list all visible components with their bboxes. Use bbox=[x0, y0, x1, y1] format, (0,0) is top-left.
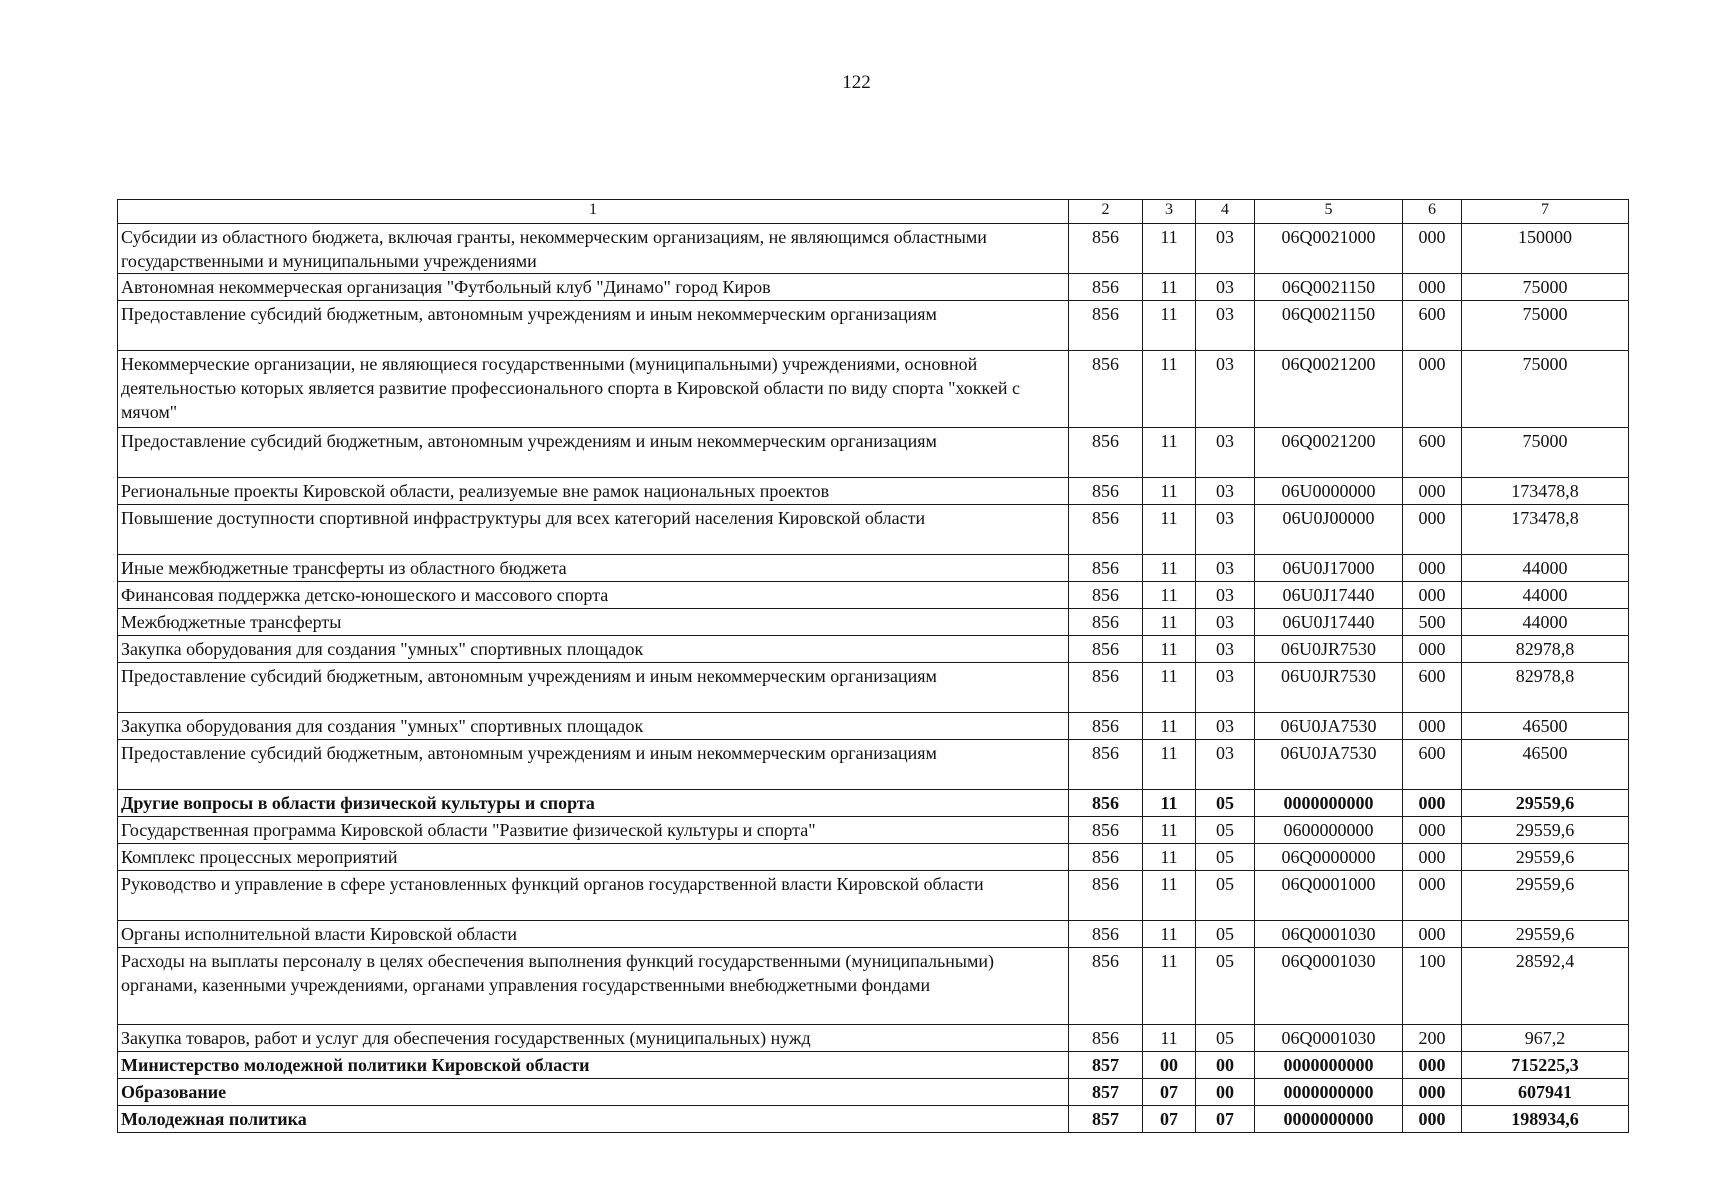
cell-subsection: 05 bbox=[1196, 844, 1255, 871]
cell-section-code: 856 bbox=[1069, 301, 1143, 351]
cell-amount: 173478,8 bbox=[1462, 478, 1629, 505]
cell-name: Руководство и управление в сфере установленных функций органов государственной власти Кировской области bbox=[118, 871, 1069, 921]
cell-section-code: 856 bbox=[1069, 844, 1143, 871]
cell-amount: 44000 bbox=[1462, 582, 1629, 609]
cell-subsection: 03 bbox=[1196, 428, 1255, 478]
cell-expense-type: 000 bbox=[1403, 224, 1462, 274]
cell-expense-type: 000 bbox=[1403, 478, 1462, 505]
cell-amount: 44000 bbox=[1462, 609, 1629, 636]
cell-section-code: 856 bbox=[1069, 505, 1143, 555]
column-header-1: 1 bbox=[118, 200, 1069, 224]
cell-name: Расходы на выплаты персоналу в целях обеспечения выполнения функций государственными (муниципальными) органами, казенными учреждениями, органами управления государственными внебюджетными фондами bbox=[118, 948, 1069, 1025]
cell-subsection: 03 bbox=[1196, 224, 1255, 274]
cell-subsection: 07 bbox=[1196, 1106, 1255, 1133]
cell-expense-type: 100 bbox=[1403, 948, 1462, 1025]
cell-name: Межбюджетные трансферты bbox=[118, 609, 1069, 636]
cell-amount: 173478,8 bbox=[1462, 505, 1629, 555]
cell-subsection: 03 bbox=[1196, 555, 1255, 582]
column-header-4: 4 bbox=[1196, 200, 1255, 224]
cell-expense-type: 600 bbox=[1403, 301, 1462, 351]
column-header-6: 6 bbox=[1403, 200, 1462, 224]
budget-table bbox=[117, 199, 1629, 1133]
cell-name: Министерство молодежной политики Кировской области bbox=[118, 1052, 1069, 1079]
cell-name: Комплекс процессных мероприятий bbox=[118, 844, 1069, 871]
column-header-5: 5 bbox=[1255, 200, 1403, 224]
cell-section-code: 856 bbox=[1069, 790, 1143, 817]
cell-chapter: 11 bbox=[1143, 582, 1196, 609]
cell-name: Иные межбюджетные трансферты из областного бюджета bbox=[118, 555, 1069, 582]
cell-expense-type: 000 bbox=[1403, 871, 1462, 921]
column-number-row bbox=[118, 200, 1629, 224]
cell-section-code: 856 bbox=[1069, 609, 1143, 636]
cell-amount: 28592,4 bbox=[1462, 948, 1629, 1025]
cell-section-code: 856 bbox=[1069, 428, 1143, 478]
cell-subsection: 03 bbox=[1196, 636, 1255, 663]
table-row bbox=[118, 844, 1629, 871]
cell-section-code: 856 bbox=[1069, 478, 1143, 505]
cell-name: Закупка оборудования для создания "умных" спортивных площадок bbox=[118, 636, 1069, 663]
cell-target-article: 06Q0001030 bbox=[1255, 1025, 1403, 1052]
cell-expense-type: 600 bbox=[1403, 740, 1462, 790]
table-row bbox=[118, 1052, 1629, 1079]
cell-name: Повышение доступности спортивной инфраструктуры для всех категорий населения Кировской области bbox=[118, 505, 1069, 555]
cell-chapter: 11 bbox=[1143, 844, 1196, 871]
cell-name: Субсидии из областного бюджета, включая гранты, некоммерческим организациям, не являющимся областными государственными и муниципальными учреждениями bbox=[118, 224, 1069, 274]
cell-expense-type: 000 bbox=[1403, 636, 1462, 663]
cell-chapter: 07 bbox=[1143, 1106, 1196, 1133]
cell-subsection: 03 bbox=[1196, 274, 1255, 301]
cell-section-code: 856 bbox=[1069, 582, 1143, 609]
cell-amount: 82978,8 bbox=[1462, 636, 1629, 663]
cell-subsection: 03 bbox=[1196, 505, 1255, 555]
cell-section-code: 857 bbox=[1069, 1106, 1143, 1133]
cell-chapter: 11 bbox=[1143, 351, 1196, 428]
table-row bbox=[118, 555, 1629, 582]
cell-name: Региональные проекты Кировской области, реализуемые вне рамок национальных проектов bbox=[118, 478, 1069, 505]
cell-target-article: 0000000000 bbox=[1255, 1052, 1403, 1079]
cell-amount: 29559,6 bbox=[1462, 921, 1629, 948]
cell-chapter: 11 bbox=[1143, 871, 1196, 921]
cell-target-article: 06U0JR7530 bbox=[1255, 663, 1403, 713]
cell-chapter: 11 bbox=[1143, 274, 1196, 301]
cell-subsection: 03 bbox=[1196, 478, 1255, 505]
cell-amount: 75000 bbox=[1462, 351, 1629, 428]
cell-chapter: 11 bbox=[1143, 817, 1196, 844]
cell-chapter: 00 bbox=[1143, 1052, 1196, 1079]
table-row bbox=[118, 1025, 1629, 1052]
table-row bbox=[118, 301, 1629, 351]
cell-target-article: 06Q0001030 bbox=[1255, 948, 1403, 1025]
cell-target-article: 0000000000 bbox=[1255, 1079, 1403, 1106]
cell-name: Органы исполнительной власти Кировской области bbox=[118, 921, 1069, 948]
cell-chapter: 11 bbox=[1143, 790, 1196, 817]
cell-name: Другие вопросы в области физической культуры и спорта bbox=[118, 790, 1069, 817]
cell-subsection: 05 bbox=[1196, 817, 1255, 844]
table-row bbox=[118, 505, 1629, 555]
table-row bbox=[118, 636, 1629, 663]
cell-section-code: 856 bbox=[1069, 1025, 1143, 1052]
cell-target-article: 06Q0021150 bbox=[1255, 274, 1403, 301]
cell-expense-type: 000 bbox=[1403, 555, 1462, 582]
column-header-7: 7 bbox=[1462, 200, 1629, 224]
cell-expense-type: 200 bbox=[1403, 1025, 1462, 1052]
cell-chapter: 11 bbox=[1143, 636, 1196, 663]
table-row bbox=[118, 740, 1629, 790]
cell-section-code: 856 bbox=[1069, 817, 1143, 844]
cell-subsection: 03 bbox=[1196, 740, 1255, 790]
cell-amount: 29559,6 bbox=[1462, 844, 1629, 871]
cell-name: Финансовая поддержка детско-юношеского и массового спорта bbox=[118, 582, 1069, 609]
cell-target-article: 06U0000000 bbox=[1255, 478, 1403, 505]
cell-name: Молодежная политика bbox=[118, 1106, 1069, 1133]
cell-name: Закупка товаров, работ и услуг для обеспечения государственных (муниципальных) нужд bbox=[118, 1025, 1069, 1052]
cell-amount: 715225,3 bbox=[1462, 1052, 1629, 1079]
cell-target-article: 06Q0021150 bbox=[1255, 301, 1403, 351]
cell-name: Образование bbox=[118, 1079, 1069, 1106]
cell-chapter: 07 bbox=[1143, 1079, 1196, 1106]
cell-expense-type: 000 bbox=[1403, 844, 1462, 871]
cell-target-article: 06U0J17440 bbox=[1255, 582, 1403, 609]
table-row bbox=[118, 663, 1629, 713]
cell-name: Предоставление субсидий бюджетным, автономным учреждениям и иным некоммерческим организациям bbox=[118, 740, 1069, 790]
cell-subsection: 00 bbox=[1196, 1079, 1255, 1106]
cell-chapter: 11 bbox=[1143, 948, 1196, 1025]
table-row bbox=[118, 274, 1629, 301]
cell-expense-type: 000 bbox=[1403, 274, 1462, 301]
table-row bbox=[118, 478, 1629, 505]
cell-subsection: 05 bbox=[1196, 871, 1255, 921]
cell-section-code: 856 bbox=[1069, 636, 1143, 663]
cell-target-article: 06U0J17000 bbox=[1255, 555, 1403, 582]
cell-amount: 46500 bbox=[1462, 713, 1629, 740]
cell-expense-type: 600 bbox=[1403, 663, 1462, 713]
cell-target-article: 0000000000 bbox=[1255, 790, 1403, 817]
cell-expense-type: 600 bbox=[1403, 428, 1462, 478]
cell-subsection: 03 bbox=[1196, 301, 1255, 351]
cell-amount: 29559,6 bbox=[1462, 817, 1629, 844]
cell-name: Предоставление субсидий бюджетным, автономным учреждениям и иным некоммерческим организациям bbox=[118, 663, 1069, 713]
table-row bbox=[118, 1079, 1629, 1106]
cell-expense-type: 000 bbox=[1403, 921, 1462, 948]
cell-subsection: 03 bbox=[1196, 713, 1255, 740]
cell-expense-type: 000 bbox=[1403, 1106, 1462, 1133]
cell-chapter: 11 bbox=[1143, 224, 1196, 274]
cell-section-code: 856 bbox=[1069, 224, 1143, 274]
cell-subsection: 05 bbox=[1196, 1025, 1255, 1052]
cell-target-article: 06Q0001000 bbox=[1255, 871, 1403, 921]
table-row bbox=[118, 1106, 1629, 1133]
cell-amount: 75000 bbox=[1462, 428, 1629, 478]
cell-chapter: 11 bbox=[1143, 478, 1196, 505]
cell-amount: 150000 bbox=[1462, 224, 1629, 274]
cell-expense-type: 000 bbox=[1403, 790, 1462, 817]
cell-chapter: 11 bbox=[1143, 1025, 1196, 1052]
cell-expense-type: 500 bbox=[1403, 609, 1462, 636]
cell-chapter: 11 bbox=[1143, 609, 1196, 636]
table-row bbox=[118, 817, 1629, 844]
cell-expense-type: 000 bbox=[1403, 505, 1462, 555]
cell-amount: 44000 bbox=[1462, 555, 1629, 582]
column-header-3: 3 bbox=[1143, 200, 1196, 224]
cell-expense-type: 000 bbox=[1403, 1079, 1462, 1106]
table-row bbox=[118, 871, 1629, 921]
cell-subsection: 00 bbox=[1196, 1052, 1255, 1079]
table-row bbox=[118, 224, 1629, 274]
cell-amount: 967,2 bbox=[1462, 1025, 1629, 1052]
cell-target-article: 06Q0021000 bbox=[1255, 224, 1403, 274]
cell-expense-type: 000 bbox=[1403, 351, 1462, 428]
cell-target-article: 06Q0021200 bbox=[1255, 428, 1403, 478]
cell-target-article: 06U0JR7530 bbox=[1255, 636, 1403, 663]
table-row bbox=[118, 582, 1629, 609]
table-row bbox=[118, 351, 1629, 428]
cell-expense-type: 000 bbox=[1403, 713, 1462, 740]
table-row bbox=[118, 428, 1629, 478]
cell-section-code: 856 bbox=[1069, 663, 1143, 713]
page-number: 122 bbox=[842, 72, 871, 93]
cell-subsection: 03 bbox=[1196, 351, 1255, 428]
table-body bbox=[118, 224, 1629, 1133]
table-row bbox=[118, 790, 1629, 817]
cell-chapter: 11 bbox=[1143, 713, 1196, 740]
cell-target-article: 0000000000 bbox=[1255, 1106, 1403, 1133]
cell-target-article: 06U0J00000 bbox=[1255, 505, 1403, 555]
cell-subsection: 03 bbox=[1196, 609, 1255, 636]
cell-name: Закупка оборудования для создания "умных" спортивных площадок bbox=[118, 713, 1069, 740]
cell-target-article: 06U0JA7530 bbox=[1255, 740, 1403, 790]
cell-chapter: 11 bbox=[1143, 740, 1196, 790]
cell-section-code: 856 bbox=[1069, 871, 1143, 921]
cell-amount: 75000 bbox=[1462, 274, 1629, 301]
cell-section-code: 856 bbox=[1069, 921, 1143, 948]
cell-target-article: 0600000000 bbox=[1255, 817, 1403, 844]
cell-amount: 198934,6 bbox=[1462, 1106, 1629, 1133]
cell-subsection: 05 bbox=[1196, 948, 1255, 1025]
cell-amount: 607941 bbox=[1462, 1079, 1629, 1106]
table-row bbox=[118, 921, 1629, 948]
cell-expense-type: 000 bbox=[1403, 582, 1462, 609]
column-header-2: 2 bbox=[1069, 200, 1143, 224]
table-row bbox=[118, 609, 1629, 636]
cell-section-code: 856 bbox=[1069, 713, 1143, 740]
cell-expense-type: 000 bbox=[1403, 1052, 1462, 1079]
cell-name: Предоставление субсидий бюджетным, автономным учреждениям и иным некоммерческим организациям bbox=[118, 301, 1069, 351]
cell-target-article: 06Q0000000 bbox=[1255, 844, 1403, 871]
table-row bbox=[118, 948, 1629, 1025]
cell-name: Автономная некоммерческая организация "Футбольный клуб "Динамо" город Киров bbox=[118, 274, 1069, 301]
cell-chapter: 11 bbox=[1143, 428, 1196, 478]
cell-amount: 82978,8 bbox=[1462, 663, 1629, 713]
cell-section-code: 856 bbox=[1069, 351, 1143, 428]
cell-amount: 46500 bbox=[1462, 740, 1629, 790]
cell-amount: 29559,6 bbox=[1462, 790, 1629, 817]
cell-section-code: 857 bbox=[1069, 1079, 1143, 1106]
cell-amount: 75000 bbox=[1462, 301, 1629, 351]
cell-target-article: 06U0JA7530 bbox=[1255, 713, 1403, 740]
cell-chapter: 11 bbox=[1143, 555, 1196, 582]
cell-target-article: 06Q0021200 bbox=[1255, 351, 1403, 428]
cell-chapter: 11 bbox=[1143, 505, 1196, 555]
cell-amount: 29559,6 bbox=[1462, 871, 1629, 921]
cell-subsection: 03 bbox=[1196, 663, 1255, 713]
cell-subsection: 05 bbox=[1196, 921, 1255, 948]
cell-section-code: 857 bbox=[1069, 1052, 1143, 1079]
cell-name: Государственная программа Кировской области "Развитие физической культуры и спорта" bbox=[118, 817, 1069, 844]
cell-expense-type: 000 bbox=[1403, 817, 1462, 844]
cell-section-code: 856 bbox=[1069, 555, 1143, 582]
cell-name: Предоставление субсидий бюджетным, автономным учреждениям и иным некоммерческим организациям bbox=[118, 428, 1069, 478]
cell-chapter: 11 bbox=[1143, 663, 1196, 713]
cell-target-article: 06U0J17440 bbox=[1255, 609, 1403, 636]
cell-chapter: 11 bbox=[1143, 921, 1196, 948]
cell-subsection: 05 bbox=[1196, 790, 1255, 817]
cell-subsection: 03 bbox=[1196, 582, 1255, 609]
cell-section-code: 856 bbox=[1069, 948, 1143, 1025]
cell-section-code: 856 bbox=[1069, 740, 1143, 790]
cell-section-code: 856 bbox=[1069, 274, 1143, 301]
cell-target-article: 06Q0001030 bbox=[1255, 921, 1403, 948]
cell-name: Некоммерческие организации, не являющиеся государственными (муниципальными) учреждениями, основной деятельностью которых является развитие профессионального спорта в Кировской области по виду спорта "хоккей с мячом" bbox=[118, 351, 1069, 428]
table-row bbox=[118, 713, 1629, 740]
cell-chapter: 11 bbox=[1143, 301, 1196, 351]
